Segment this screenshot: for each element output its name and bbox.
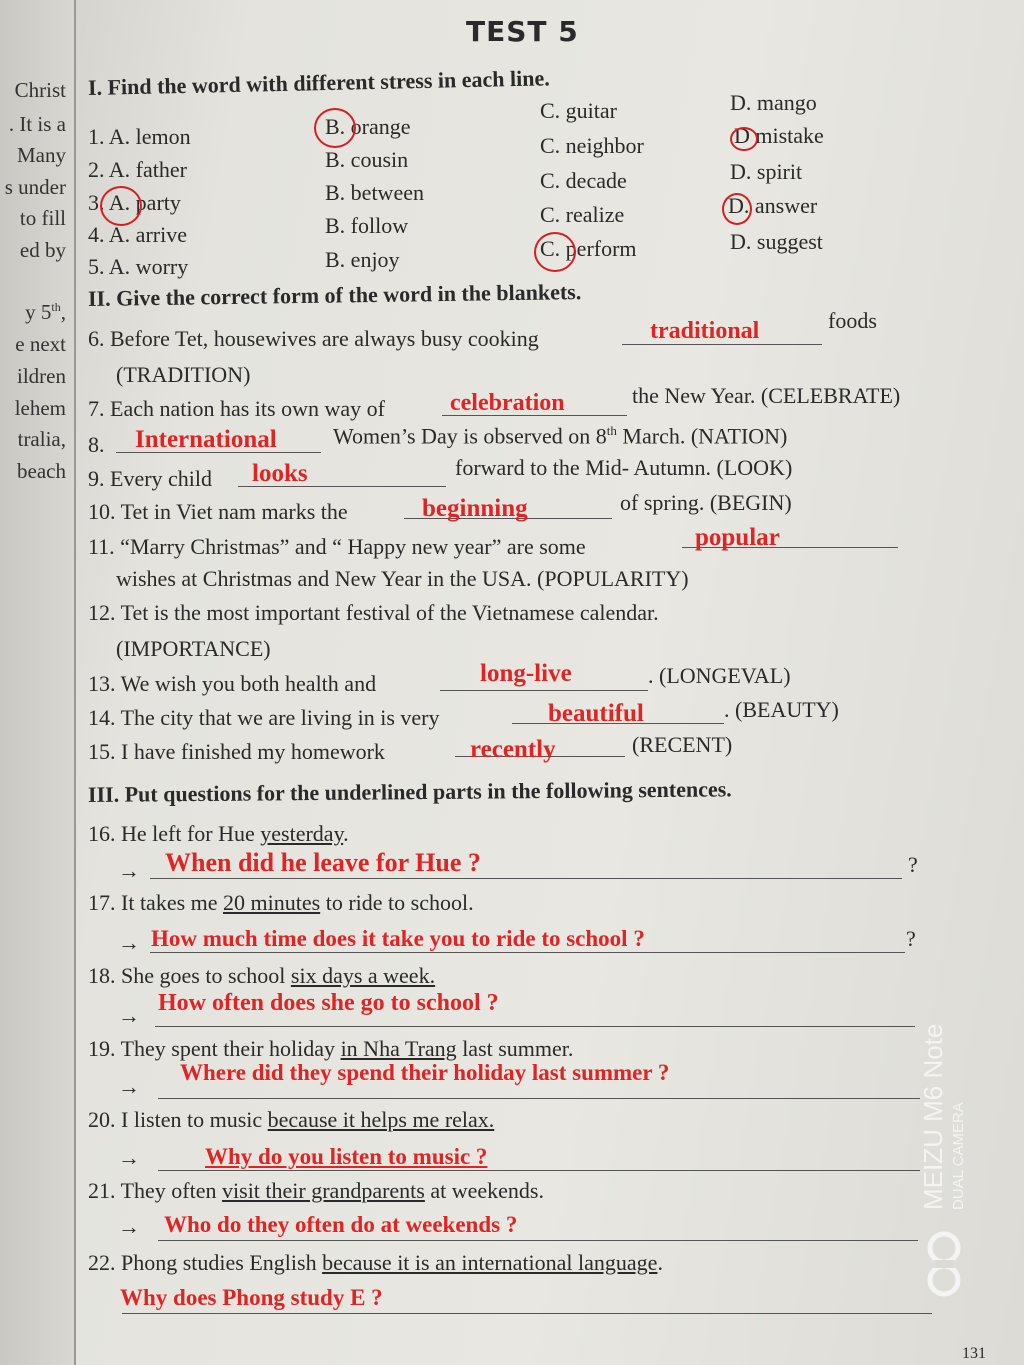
s1-row1-b: B. orange xyxy=(325,114,411,139)
q12-text: 12. Tet is the most important festival of the Vietnamese calendar. xyxy=(88,600,659,625)
left-fragment: lehem xyxy=(14,396,66,420)
q9-answer: looks xyxy=(252,460,308,487)
q7-text: 7. Each nation has its own way of xyxy=(88,396,385,421)
q19-answer: Where did they spend their holiday last summer ? xyxy=(180,1060,670,1085)
q15-text: 15. I have finished my homework xyxy=(88,739,385,764)
answer-circle xyxy=(722,193,752,225)
q20-text: 20. I listen to music because it helps me relax. xyxy=(88,1107,495,1132)
s1-row4-a: 4. A. arrive xyxy=(88,222,187,247)
s1-row2-c: C. neighbor xyxy=(540,133,644,158)
q7-answer: celebration xyxy=(450,390,565,416)
page-title: TEST 5 xyxy=(466,15,579,48)
s1-row3-a: 3. A. party xyxy=(88,190,181,215)
watermark-brand: MEIZU M6 Note xyxy=(918,1023,948,1210)
q15-post: (RECENT) xyxy=(632,732,733,757)
section-3-heading: III. Put questions for the underlined parts in the following sentences. xyxy=(87,776,732,807)
q17-qmark: ? xyxy=(906,926,916,951)
q16-text: 16. He left for Hue yesterday. xyxy=(88,821,349,846)
s1-row2-b: B. cousin xyxy=(325,147,409,172)
s1-row1-c: C. guitar xyxy=(540,98,617,123)
arrow-icon: → xyxy=(118,1145,140,1170)
arrow-icon: → xyxy=(118,1214,140,1239)
s1-row3-c: C. decade xyxy=(540,168,627,193)
left-fragment: ildren xyxy=(17,364,66,388)
q20-answer: Why do you listen to music ? xyxy=(205,1144,488,1169)
q10-post: of spring. (BEGIN) xyxy=(620,490,792,515)
arrow-icon: → xyxy=(118,1003,140,1028)
answer-circle xyxy=(534,232,576,272)
q13-answer: long-live xyxy=(480,660,572,687)
q18-line xyxy=(155,1026,915,1027)
q17-text: 17. It takes me 20 minutes to ride to school. xyxy=(88,890,474,915)
q20-line xyxy=(158,1170,920,1171)
q17-answer: How much time does it take you to ride to school ? xyxy=(151,926,645,951)
s1-row3-b: B. between xyxy=(325,180,424,205)
q9-text: 9. Every child xyxy=(88,466,213,491)
q14-post: . (BEAUTY) xyxy=(724,697,839,722)
s1-row5-a: 5. A. worry xyxy=(88,254,189,279)
answer-circle xyxy=(730,127,758,151)
left-fragment: y 5th, xyxy=(25,300,66,324)
left-fragment: s under xyxy=(4,175,66,199)
q8-post: Women’s Day is observed on 8th March. (NATION) xyxy=(333,423,788,449)
left-fragment: Many xyxy=(17,143,66,167)
q21-line xyxy=(158,1240,918,1241)
q17-line xyxy=(150,952,905,953)
q6-text: 6. Before Tet, housewives are always busy cooking xyxy=(88,326,539,351)
answer-circle xyxy=(314,108,356,148)
s1-row5-b: B. enjoy xyxy=(325,247,400,272)
s1-row1-a: 1. A. lemon xyxy=(88,124,191,149)
q6-post: foods xyxy=(828,308,877,333)
q11-answer: popular xyxy=(695,524,780,551)
q18-text: 18. She goes to school six days a week. xyxy=(88,963,436,988)
q10-text: 10. Tet in Viet nam marks the xyxy=(88,499,348,524)
watermark-sub: DUAL CAMERA xyxy=(950,1102,967,1210)
left-fragment: tralia, xyxy=(17,427,66,451)
s1-row4-d: D. answer xyxy=(728,193,818,218)
left-fragment: Christ xyxy=(14,78,66,102)
s1-row2-d: D mistake xyxy=(734,123,824,148)
s1-row5-c: C. perform xyxy=(540,236,637,261)
q21-answer: Who do they often do at weekends ? xyxy=(164,1212,518,1237)
answer-circle xyxy=(100,186,142,226)
page-number: 131 xyxy=(962,1345,986,1362)
q16-qmark: ? xyxy=(908,852,918,877)
q22-answer: Why does Phong study E ? xyxy=(120,1285,383,1310)
arrow-icon: → xyxy=(118,1074,140,1099)
left-fragment: to fill xyxy=(19,206,66,230)
q8-answer: International xyxy=(135,426,277,453)
q6-hint: (TRADITION) xyxy=(116,362,251,387)
camera-logo-icon xyxy=(920,1230,968,1300)
q6-answer: traditional xyxy=(650,318,760,344)
section-2-heading: II. Give the correct form of the word in the blankets. xyxy=(87,279,582,311)
q16-answer: When did he leave for Hue ? xyxy=(165,848,481,877)
q12-hint: (IMPORTANCE) xyxy=(116,636,271,661)
q7-post: the New Year. (CELEBRATE) xyxy=(632,383,901,408)
s1-row4-c: C. realize xyxy=(540,202,625,227)
q18-answer: How often does she go to school ? xyxy=(158,990,499,1016)
q19-line xyxy=(158,1098,920,1099)
q16-line xyxy=(150,878,902,879)
q11-line2: wishes at Christmas and New Year in the USA. (POPULARITY) xyxy=(116,566,689,591)
s1-row2-a: 2. A. father xyxy=(88,157,187,182)
left-fragment: ed by xyxy=(19,238,66,262)
q13-text: 13. We wish you both health and xyxy=(88,671,377,696)
q9-post: forward to the Mid- Autumn. (LOOK) xyxy=(455,455,793,480)
arrow-icon: → xyxy=(118,858,140,883)
q15-answer: recently xyxy=(470,736,556,763)
s1-row1-d: D. mango xyxy=(730,90,817,115)
q21-text: 21. They often visit their grandparents at weekends. xyxy=(88,1178,544,1203)
q13-blank xyxy=(440,690,648,691)
left-fragment: . It is a xyxy=(8,112,66,136)
left-fragment: beach xyxy=(17,459,66,483)
q19-text: 19. They spent their holiday in Nha Trang last summer. xyxy=(88,1036,574,1061)
q22-line xyxy=(122,1313,932,1314)
q10-answer: beginning xyxy=(422,495,528,522)
q13-post: . (LONGEVAL) xyxy=(648,663,791,688)
camera-watermark xyxy=(890,960,1010,1300)
q8-num: 8. xyxy=(88,432,105,457)
section-1-heading: I. Find the word with different stress in each line. xyxy=(87,65,550,100)
s1-row5-d: D. suggest xyxy=(730,229,823,254)
s1-row4-b: B. follow xyxy=(325,213,409,238)
q22-text: 22. Phong studies English because it is an international language. xyxy=(88,1250,663,1275)
s1-row3-d: D. spirit xyxy=(730,159,803,184)
q14-answer: beautiful xyxy=(548,700,644,727)
arrow-icon: → xyxy=(118,930,140,955)
q11-text: 11. “Marry Christmas” and “ Happy new year” are some xyxy=(88,534,586,559)
q14-text: 14. The city that we are living in is very xyxy=(88,705,440,730)
left-fragment: e next xyxy=(15,332,66,356)
